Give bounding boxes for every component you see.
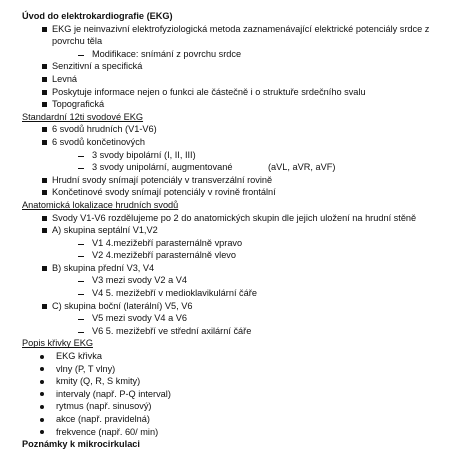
list-item: Senzitivní a specifická: [22, 60, 452, 73]
list-item: B) skupina přední V3, V4: [22, 262, 452, 275]
section-heading-microcirculation: Poznámky k mikrocirkulaci: [22, 439, 140, 450]
list-item: 3 svody bipolární (I, II, III): [22, 149, 452, 162]
list-item: Končetinové svody snímají potenciály v rovině frontální: [22, 186, 452, 199]
list-item: frekvence (např. 60/ min): [22, 426, 452, 439]
square-bullet-icon: [42, 228, 47, 233]
square-bullet-icon: [42, 77, 47, 82]
square-bullet-icon: [42, 140, 47, 145]
dash-bullet-icon: [78, 319, 84, 320]
list-item: 6 svodů hrudních (V1-V6): [22, 123, 452, 136]
square-bullet-icon: [42, 27, 47, 32]
list-item: V6 5. mezižebří ve střední axilární čáře: [22, 325, 452, 338]
dash-bullet-icon: [78, 168, 84, 169]
augmented-leads-list: (aVL, aVR, aVF): [268, 162, 336, 173]
square-bullet-icon: [42, 90, 47, 95]
square-bullet-icon: [42, 127, 47, 132]
section-heading-anatomic: Anatomická lokalizace hrudních svodů: [22, 199, 179, 210]
list-item: A) skupina septální V1,V2: [22, 224, 452, 237]
square-bullet-icon: [42, 304, 47, 309]
list-item: EKG křivka: [22, 350, 452, 363]
list-item: EKG je neinvazivní elektrofyziologická metoda zaznamenávající elektrické potenciály srdce z povrchu těla: [22, 23, 452, 48]
round-bullet-icon: [40, 355, 44, 359]
round-bullet-icon: [40, 430, 44, 434]
list-item: V4 5. mezižebří v medioklavikulární čáře: [22, 287, 452, 300]
square-bullet-icon: [42, 190, 47, 195]
square-bullet-icon: [42, 64, 47, 69]
list-item: Poskytuje informace nejen o funkci ale částečně i o struktuře srdečního svalu: [22, 86, 452, 99]
dash-bullet-icon: [78, 256, 84, 257]
round-bullet-icon: [40, 418, 44, 422]
list-item: kmity (Q, R, S kmity): [22, 375, 452, 388]
list-item: intervaly (např. P-Q interval): [22, 388, 452, 401]
section-heading-curve: Popis křivky EKG: [22, 338, 93, 349]
list-item: Modifikace: snímání z povrchu srdce: [22, 48, 452, 61]
list-item: V5 mezi svody V4 a V6: [22, 312, 452, 325]
list-item: akce (např. pravidelná): [22, 413, 452, 426]
list-item: 3 svody unipolární, augmentované (aVL, aVR, aVF): [22, 161, 452, 174]
dash-bullet-icon: [78, 332, 84, 333]
list-item: 6 svodů končetinových: [22, 136, 452, 149]
document: [22, 10, 452, 451]
list-item: rytmus (např. sinusový): [22, 400, 452, 413]
square-bullet-icon: [42, 178, 47, 183]
dash-bullet-icon: [78, 244, 84, 245]
round-bullet-icon: [40, 392, 44, 396]
dash-bullet-icon: [78, 156, 84, 157]
round-bullet-icon: [40, 380, 44, 384]
document-title: Úvod do elektrokardiografie (EKG): [22, 11, 173, 21]
square-bullet-icon: [42, 216, 47, 221]
dash-bullet-icon: [78, 294, 84, 295]
round-bullet-icon: [40, 405, 44, 409]
list-item: Hrudní svody snímají potenciály v transverzální rovině: [22, 174, 452, 187]
list-item: Svody V1-V6 rozdělujeme po 2 do anatomických skupin dle jejich uložení na hrudní stěně: [22, 212, 452, 225]
square-bullet-icon: [42, 102, 47, 107]
section-heading-standard: Standardní 12ti svodové EKG: [22, 111, 144, 122]
dash-bullet-icon: [78, 55, 84, 56]
list-item: vlny (P, T vlny): [22, 363, 452, 376]
round-bullet-icon: [40, 367, 44, 371]
list-item: V1 4.mezižebří parasternálně vpravo: [22, 237, 452, 250]
list-item: V2 4.mezižebří parasternálně vlevo: [22, 249, 452, 262]
list-item: Topografická: [22, 98, 452, 111]
square-bullet-icon: [42, 266, 47, 271]
list-item: C) skupina boční (laterální) V5, V6: [22, 300, 452, 313]
list-item: V3 mezi svody V2 a V4: [22, 274, 452, 287]
list-item: Levná: [22, 73, 452, 86]
dash-bullet-icon: [78, 281, 84, 282]
